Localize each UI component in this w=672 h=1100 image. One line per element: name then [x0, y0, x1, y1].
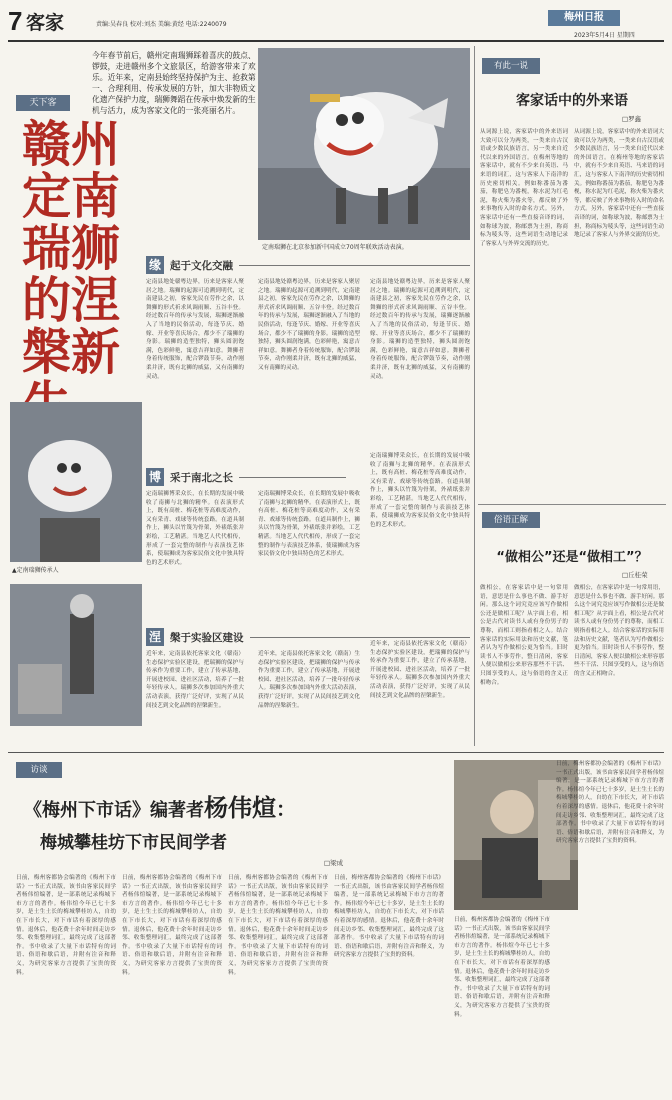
photo-caption: 定南瑞狮在北京参加新中国成立70周年联欢活动表演。 — [262, 244, 408, 251]
article-body-col6: 日前，梅州客都协会编著的《梅州下市话》一书正式出版，该书由客家民间学者杨伟煊编著，是一部系统记录梅城下市方言的著作。杨伟煊今年已七十多岁，是土生土长的梅城攀桂坊人，自幼在下市长大，对下市话有着深厚的感情。退休后，他花费十余年时间走访乡邻、收集整理词汇，最终完成了这部著作。书中收录了大量下市话特有的词语、俗语和歇后语，并附有注音和释义，为研究客家方言提供了宝贵的资料。 — [556, 761, 664, 845]
section-heading-box: 博 — [146, 468, 164, 486]
section-heading-text: 采于南北之长 — [170, 471, 233, 484]
article-lead: 今年春节前后，赣州定南瑞狮踩着喜庆的鼓点、锣鼓，走进赣州多个文旅景区，给游客带来了欢乐。近年来，定南县始终坚持保护为主、抢救第一、合理利用、传承发展的方针，加大非物质文化遗产保护力度，瑞狮舞蹈在传承中焕发新的生机与活力，成为客家文化的一张亮丽名片。 — [92, 51, 256, 115]
column-divider — [474, 46, 475, 746]
lion-dance-photo — [258, 48, 470, 240]
article-body-col3: 日前，梅州客都协会编著的《梅州下市话》一书正式出版，该书由客家民间学者杨伟煊编著，是一部系统记录梅城下市方言的著作。杨伟煊今年已七十多岁，是土生土长的梅城攀桂坊人，自幼在下市长大，对下市话有着深厚的感情。退休后，他花费十余年时间走访乡邻、收集整理词汇，最终完成了这部著作。书中收录了大量下市话特有的词语、俗语和歇后语，并附有注音和释义，为研究客家方言提供了宝贵的资料。 — [228, 875, 328, 976]
article-body-col2: 从词源上说，客家话中的外来语词大致可以分为两类，一类来自古汉语或少数民族语言，另一类来自近代以来的外国语言。在梅州等地的客家话中，就有不少来自英语、马来语的词汇，这与客家人下南洋的历史密切相关。例如称番茄为番茄，称肥皂为番枧，称水泥为红毛泥，称火柴为番火等，都反映了外来事物传入时的命名方式。另外，客家话中还有一些直接音译的词，如称球为波，称邮票为士担，称商标为唛头等，这些词语生动地记录了客家人与外界交流的历史。 — [574, 129, 664, 239]
article-title: 赣州定南瑞狮的涅槃新 — [22, 115, 121, 381]
article-title-pre: 《梅州下市话》编著者 — [24, 800, 204, 821]
article-body-col1: 定南县地处赣粤边界，历来是客家人聚居之地。瑞狮的起源可追溯到明代，定南建县之初，客家先民在劳作之余，以舞狮的形式祈求风调雨顺、五谷丰登。经过数百年的传承与发展，瑞狮逐渐融入了当地的民俗活动，每逢节庆、婚嫁、开业等喜庆场合，都少不了瑞狮的身影。瑞狮的造型独特，狮头圆润饱满，色彩鲜艳，寓意吉祥如意。舞狮者身着传统服饰，配合锣鼓节奏，动作刚柔并济，既有北狮的威猛，又有南狮的灵动。 — [146, 279, 244, 380]
article-body-col1: 从词源上说，客家话中的外来语词大致可以分为两类，一类来自古汉语或少数民族语言，另一类来自近代以来的外国语言。在梅州等地的客家话中，就有不少来自英语、马来语的词汇，这与客家人下南洋的历史密切相关。例如称番茄为番茄，称肥皂为番枧，称水泥为红毛泥，称火柴为番火等，都反映了外来事物传入时的命名方式。另外，客家话中还有一些直接音译的词，如称球为波，称邮票为士担，称商标为唛头等，这些词语生动地记录了客家人与外界交流的历史。 — [480, 129, 568, 247]
section-heading-rule — [250, 637, 471, 638]
article-author: □丘桂荣 — [622, 571, 648, 579]
column-tag: 有此一说 — [482, 58, 540, 74]
article-title: “做相公”还是“做相工”？ — [496, 550, 648, 565]
article-body-col3: 做相公，在客家话中是一句常用语，意思是什么事也不做、游手好闲。那么这个词究竟应该写作做相公还是做相工呢？从字面上看，相公是古代对读书人或有身份男子的尊称，而相工则指看相之人。结合客家话的实际用法和历史文献，笔者认为写作做相公更为恰当。旧时读书人不事劳作，整日清闲，客家人便以做相公来形容那些不干活、只图享受的人，这与俗语的含义正相吻合。 — [480, 585, 568, 686]
page-number: 7 — [8, 6, 23, 36]
header-rule — [8, 40, 664, 42]
section-heading-2 — [146, 468, 346, 486]
page-header — [0, 0, 672, 42]
column-tag: 访谈 — [16, 762, 62, 778]
article-title: 客家话中的外来语 — [516, 93, 628, 109]
article-body-col4: 日前，梅州客都协会编著的《梅州下市话》一书正式出版，该书由客家民间学者杨伟煊编著，是一部系统记录梅城下市方言的著作。杨伟煊今年已七十多岁，是土生土长的梅城攀桂坊人，自幼在下市长大，对下市话有着深厚的感情。退休后，他花费十余年时间走访乡邻、收集整理词汇，最终完成了这部著作。书中收录了大量下市话特有的词语、俗语和歇后语，并附有注音和释义，为研究客家方言提供了宝贵的资料。 — [334, 875, 444, 959]
inheritor-image — [10, 402, 142, 562]
article-body-col3: 定南县地处赣粤边界，历来是客家人聚居之地。瑞狮的起源可追溯到明代，定南建县之初，客家先民在劳作之余，以舞狮的形式祈求风调雨顺、五谷丰登。经过数百年的传承与发展，瑞狮逐渐融入了当地的民俗活动，每逢节庆、婚嫁、开业等喜庆场合，都少不了瑞狮的身影。瑞狮的造型独特，狮头圆润饱满，色彩鲜艳，寓意吉祥如意。舞狮者身着传统服饰，配合锣鼓节奏，动作刚柔并济，既有北狮的威猛，又有南狮的灵动。 — [370, 279, 470, 380]
section-heading-rule — [239, 477, 346, 478]
section-divider — [478, 504, 666, 505]
section-heading-text: 起于文化交融 — [170, 259, 233, 272]
inheritor-photo — [10, 402, 142, 562]
article-body-col7: 近年来，定南县依托客家文化（赣南）生态保护实验区建设，把瑞狮的保护与传承作为重要工作，建立了传承基地，开展进校园、进社区活动，培养了一批年轻传承人。瑞狮多次参加国内外重大活动表演，获得广泛好评，实现了从民间技艺到文化品牌的涅槃新生。 — [146, 651, 244, 709]
article-body-col5: 定南瑞狮博采众长，在长期的发展中吸收了南狮与北狮的精华。在表演形式上，既有高桩、梅花桩等高难度动作，又有采青、戏球等传统套路。在道具制作上，狮头以竹篾为骨架，外裱纸张并彩绘，工艺精湛。当地艺人代代相传，形成了一套完整的制作与表演技艺体系，使瑞狮成为客家民俗文化中独具特色的艺术形式。 — [258, 491, 360, 558]
section-heading-box: 缘 — [146, 256, 164, 274]
editor-credits: 责编:吴春良 校对:刘杰 美编:黄经 电话:2240079 — [96, 21, 227, 28]
lion-dance-image — [258, 48, 470, 240]
article-title-name: 杨伟煊 — [204, 794, 276, 822]
article-title-sep: ： — [276, 797, 296, 821]
section-heading-rule — [239, 265, 470, 266]
article-title — [24, 788, 444, 823]
article-author: □梁成 — [324, 859, 344, 867]
newspaper-logo: 梅州日报 — [548, 10, 620, 26]
section-heading-1 — [146, 256, 470, 274]
article-body-col4: 定南瑞狮博采众长，在长期的发展中吸收了南狮与北狮的精华。在表演形式上，既有高桩、梅花桩等高难度动作，又有采青、戏球等传统套路。在道具制作上，狮头以竹篾为骨架，外裱纸张并彩绘，工艺精湛。当地艺人代代相传，形成了一套完整的制作与表演技艺体系，使瑞狮成为客家民俗文化中独具特色的艺术形式。 — [146, 491, 244, 566]
article-body-col2: 定南县地处赣粤边界，历来是客家人聚居之地。瑞狮的起源可追溯到明代，定南建县之初，客家先民在劳作之余，以舞狮的形式祈求风调雨顺、五谷丰登。经过数百年的传承与发展，瑞狮逐渐融入了当地的民俗活动，每逢节庆、婚嫁、开业等喜庆场合，都少不了瑞狮的身影。瑞狮的造型独特，狮头圆润饱满，色彩鲜艳，寓意吉祥如意。舞狮者身着传统服饰，配合锣鼓节奏，动作刚柔并济，既有北狮的威猛，又有南狮的灵动。 — [258, 279, 360, 371]
inheritor-caption: ▲定南瑞狮传承人 — [12, 567, 59, 574]
article-body-col9: 近年来，定南县依托客家文化（赣南）生态保护实验区建设，把瑞狮的保护与传承作为重要工作，建立了传承基地，开展进校园、进社区活动，培养了一批年轻传承人。瑞狮多次参加国内外重大活动表演，获得广泛好评，实现了从民间技艺到文化品牌的涅槃新生。 — [370, 641, 470, 699]
workshop-image — [10, 584, 142, 726]
article-body-col4: 做相公，在客家话中是一句常用语，意思是什么事也不做、游手好闲。那么这个词究竟应该写作做相公还是做相工呢？从字面上看，相公是古代对读书人或有身份男子的尊称，而相工则指看相之人。结合客家话的实际用法和历史文献，笔者认为写作做相公更为恰当。旧时读书人不事劳作，整日清闲，客家人便以做相公来形容那些不干活、只图享受的人，这与俗语的含义正相吻合。 — [574, 585, 664, 677]
column-tag: 天下客 — [16, 95, 70, 111]
article-author: □罗鑫 — [622, 115, 642, 123]
section-heading-text: 槃于实验区建设 — [170, 631, 244, 644]
article-body-col5: 日前，梅州客都协会编著的《梅州下市话》一书正式出版，该书由客家民间学者杨伟煊编著，是一部系统记录梅城下市方言的著作。杨伟煊今年已七十多岁，是土生土长的梅城攀桂坊人，自幼在下市长大，对下市话有着深厚的感情。退休后，他花费十余年时间走访乡邻、收集整理词汇，最终完成了这部著作。书中收录了大量下市话特有的词语、俗语和歇后语，并附有注音和释义，为研究客家方言提供了宝贵的资料。 — [454, 917, 550, 1018]
issue-date: 2023年5月4日 星期四 — [574, 32, 635, 39]
article-body-col1: 日前，梅州客都协会编著的《梅州下市话》一书正式出版，该书由客家民间学者杨伟煊编著，是一部系统记录梅城下市方言的著作。杨伟煊今年已七十多岁，是土生土长的梅城攀桂坊人，自幼在下市长大，对下市话有着深厚的感情。退休后，他花费十余年时间走访乡邻、收集整理词汇，最终完成了这部著作。书中收录了大量下市话特有的词语、俗语和歇后语，并附有注音和释义，为研究客家方言提供了宝贵的资料。 — [16, 875, 116, 976]
article-body-col2: 日前，梅州客都协会编著的《梅州下市话》一书正式出版，该书由客家民间学者杨伟煊编著，是一部系统记录梅城下市方言的著作。杨伟煊今年已七十多岁，是土生土长的梅城攀桂坊人，自幼在下市长大，对下市话有着深厚的感情。退休后，他花费十余年时间走访乡邻、收集整理词汇，最终完成了这部著作。书中收录了大量下市话特有的词语、俗语和歇后语，并附有注音和释义，为研究客家方言提供了宝贵的资料。 — [122, 875, 222, 976]
section-name: 客家 — [26, 12, 65, 34]
article-body-col6: 定南瑞狮博采众长，在长期的发展中吸收了南狮与北狮的精华。在表演形式上，既有高桩、梅花桩等高难度动作，又有采青、戏球等传统套路。在道具制作上，狮头以竹篾为骨架，外裱纸张并彩绘，工艺精湛。当地艺人代代相传，形成了一套完整的制作与表演技艺体系，使瑞狮成为客家民俗文化中独具特色的艺术形式。 — [370, 453, 470, 528]
column-tag: 俗语正解 — [482, 512, 540, 528]
section-heading-box: 涅 — [146, 628, 164, 646]
workshop-photo — [10, 584, 142, 726]
page-divider — [8, 752, 664, 753]
article-body-col8: 近年来，定南县依托客家文化（赣南）生态保护实验区建设，把瑞狮的保护与传承作为重要工作，建立了传承基地，开展进校园、进社区活动，培养了一批年轻传承人。瑞狮多次参加国内外重大活动表演，获得广泛好评，实现了从民间技艺到文化品牌的涅槃新生。 — [258, 651, 360, 709]
article-subtitle: 梅城攀桂坊下市民间学者 — [40, 833, 227, 853]
